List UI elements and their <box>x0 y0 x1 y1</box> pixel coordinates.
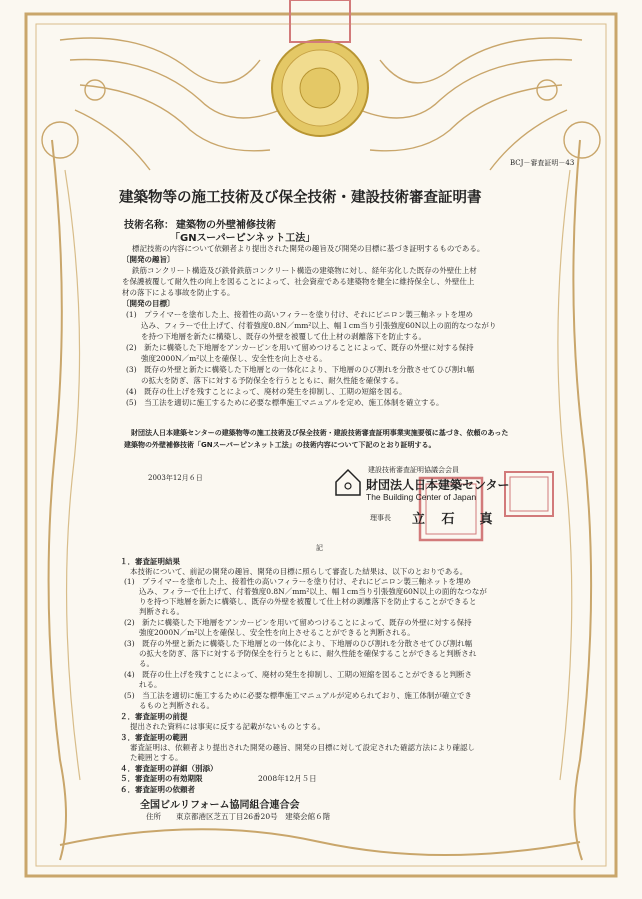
scope-line: た範囲とする。 <box>130 753 183 762</box>
result-line: (4) 既存の仕上げを残すことによって、廃材の発生を抑制し、工期の短縮を図ることができると判断さ <box>124 670 472 679</box>
statement-line: 建築物の外壁補修技術「GNスーパーピンネット工法」の技術内容について下記のとおり証明する。 <box>124 441 436 449</box>
goal-line: (3) 既存の外壁と新たに構築した下地層との一体化により、下地層のひび割れを分散させてひび割れ幅 <box>126 365 475 374</box>
validity-heading: ５．審査証明の有効期限 <box>120 774 203 783</box>
result-line: るものと判断される。 <box>124 701 214 710</box>
scope-line: 審査証明は、依頼者より提出された開発の趣旨、開発の目標に対して設定された確認方法により確認し <box>130 743 475 752</box>
issuer-association: 建設技術審査証明協議会会員 <box>368 466 459 474</box>
result-line: (2) 新たに構築した下地層をアンカーピンを用いて留めつけることによって、既存の外壁に対する保持 <box>124 618 472 627</box>
purpose-line: 鉄筋コンクリート構造及び鉄骨鉄筋コンクリート構造の建築物に対し、経年劣化した既存の外壁仕上材 <box>132 266 477 275</box>
red-seal-top <box>290 0 350 42</box>
result-line: 込み、フィラーで仕上げて、付着強度0.8N／mm²以上、幅１cm当り引張強度60N以上の面的なつなが <box>124 587 487 596</box>
issue-date: 2003年12月６日 <box>148 474 203 482</box>
client-heading: ６．審査証明の依頼者 <box>120 785 195 794</box>
validity-date: 2008年12月５日 <box>258 774 317 783</box>
goal-line: の拡大を防ぎ、落下に対する予防保全を行うとともに、耐久性能を確保する。 <box>126 376 404 385</box>
issuer-organization: 財団法人日本建築センター <box>366 478 510 492</box>
premise-heading: ２．審査証明の前提 <box>120 712 188 721</box>
scope-heading: ３．審査証明の範囲 <box>120 733 188 742</box>
tech-name-label: 技術名称： <box>124 220 174 231</box>
issuer-english-name: The Building Center of Japan <box>366 492 477 502</box>
tech-name: 建築物の外壁補修技術 <box>176 220 276 231</box>
result-line: れる。 <box>124 680 162 689</box>
phoenix-right-ornament <box>360 38 600 170</box>
goal-line: (2) 新たに構築した下地層をアンカーピンを用いて留めつけることによって、既存の外壁に対する保持 <box>126 343 474 352</box>
purpose-heading: 〔開発の趣旨〕 <box>122 255 175 264</box>
gold-seal-emblem <box>272 40 368 136</box>
goal-line: 込み、フィラーで仕上げて、付着強度0.8N／mm²以上、幅１cm当り引張強度60N以上の面的なつながり <box>126 321 497 330</box>
goal-line: (5) 当工法を適切に施工するために必要な標準施工マニュアルを定め、施工体制を確立する。 <box>126 398 444 407</box>
signer-name: 立 石 真 <box>412 512 499 527</box>
result-heading: １．審査証明結果 <box>120 557 180 566</box>
result-line: 強度2000N／m²以上を確保し、安全性を向上させることができると判断される。 <box>124 628 415 637</box>
document-title: 建築物等の施工技術及び保全技術・建設技術審査証明書 <box>119 190 482 206</box>
tech-product-name: 「GNスーパーピンネット工法」 <box>170 233 316 244</box>
goal-line: を持つ下地層を新たに構築し、既存の外壁を被覆して仕上材の剥離落下を防止する。 <box>126 332 426 341</box>
purpose-line: 材の落下による事故を防止する。 <box>122 288 235 297</box>
result-line: (3) 既存の外壁と新たに構築した下地層との一体化により、下地層のひび割れを分散させてひび割れ幅 <box>124 639 473 648</box>
details-heading: ４．審査証明の詳細（別添） <box>120 764 218 773</box>
client-name: 全国ビルリフォーム協同組合連合会 <box>140 800 300 811</box>
phoenix-left-ornament <box>42 38 280 170</box>
result-line: 判断される。 <box>124 607 184 616</box>
red-seal-right <box>505 472 553 516</box>
result-line: りを持つ下地層を新たに構築し、既存の外壁を被覆して仕上材の剥離落下を防止することができると <box>124 597 477 606</box>
purpose-line: を保護被覆して耐久性の向上を図ることによって、社会資産である建築物を健全に維持保全し、外壁仕上 <box>122 277 475 286</box>
building-center-logo-icon <box>336 470 360 495</box>
record-label: 記 <box>316 544 323 552</box>
result-line: 本技術について、前記の開発の趣旨、開発の目標に照らして審査した結果は、以下のとおりである。 <box>130 567 468 576</box>
client-address: 東京都港区芝五丁目26番20号 建築会館６階 <box>176 812 331 821</box>
intro-text: 標記技術の内容について依頼者より提出された開発の趣旨及び開発の目標に基づき証明するものである。 <box>132 244 485 253</box>
result-line: る。 <box>124 659 154 668</box>
goal-line: 強度2000N／m²以上を確保し、安全性を向上させる。 <box>126 354 327 363</box>
goal-heading: 〔開発の目標〕 <box>122 299 175 308</box>
client-address-label: 住所 <box>146 812 161 821</box>
result-line: (1) プライマーを塗布した上、接着性の高いフィラーを塗り付け、それにビニロン製三軸ネットを埋め <box>124 577 471 586</box>
result-line: (5) 当工法を適切に施工するために必要な標準施工マニュアルが定められており、施工体制が確立でき <box>124 691 472 700</box>
premise-text: 提出された資料には事実に反する記載がないものとする。 <box>130 722 325 731</box>
signer-title: 理事長 <box>370 514 391 522</box>
statement-line: 財団法人日本建築センターの建築物等の施工技術及び保全技術・建設技術審査証明事業実施要領に基づき、依頼のあった <box>131 429 509 437</box>
certificate-number: BCJ－審査証明－43 <box>510 159 575 167</box>
goal-line: (1) プライマーを塗布した上、接着性の高いフィラーを塗り付け、それにビニロン製三軸ネットを埋め <box>126 310 473 319</box>
result-line: の拡大を防ぎ、落下に対する予防保全を行うとともに、耐久性能を確保することができると判断され <box>124 649 477 658</box>
goal-line: (4) 既存の仕上げを残すことによって、廃材の発生を抑制し、工期の短縮を図る。 <box>126 387 407 396</box>
